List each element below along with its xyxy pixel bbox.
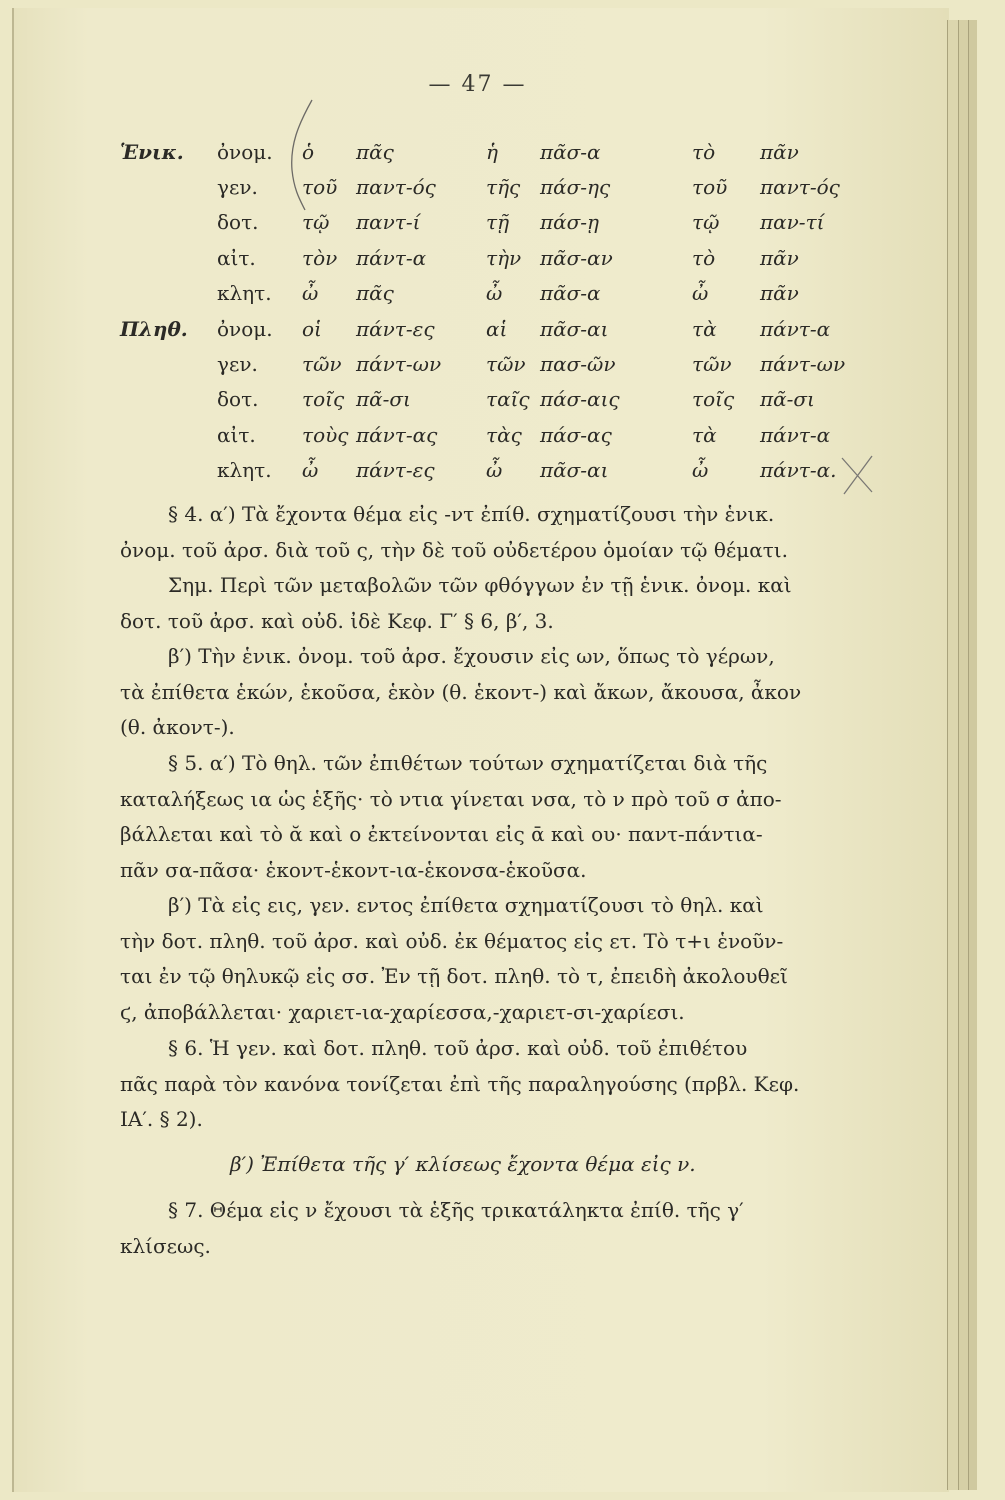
table-cell-m: παντ-ί bbox=[356, 210, 421, 234]
table-cell-n: παντ-ός bbox=[760, 175, 840, 199]
table-cell-f: πασ-ῶν bbox=[540, 352, 616, 376]
table-cell-n: πάντ-ων bbox=[760, 352, 846, 376]
table-cell-n: πάντ-α bbox=[760, 423, 831, 447]
text-line: Σημ. Περὶ τῶν μεταβολῶν τῶν φθόγγων ἐν τῇ ἑνικ. ὀνομ. καὶ bbox=[168, 573, 792, 597]
table-cell-m-art: τῷ bbox=[302, 210, 330, 234]
table-cell-case: ὀνομ. bbox=[217, 140, 273, 164]
number-label-plural: Πληθ. bbox=[120, 317, 188, 341]
table-cell-f-art: ὦ bbox=[486, 458, 503, 482]
text-line: β′) Τὰ εἰς εις, γεν. εντος ἐπίθετα σχηματίζουσι τὸ θηλ. καὶ bbox=[168, 893, 764, 917]
text-line: § 5. α′) Τὸ θηλ. τῶν ἐπιθέτων τούτων σχηματίζεται διὰ τῆς bbox=[168, 751, 768, 775]
table-cell-m: παντ-ός bbox=[356, 175, 436, 199]
table-cell-m: πᾶς bbox=[356, 281, 394, 305]
table-cell-case: κλητ. bbox=[217, 281, 272, 305]
table-cell-case: δοτ. bbox=[217, 387, 259, 411]
table-cell-f: πάσ-ας bbox=[540, 423, 612, 447]
table-cell-n-art: ὦ bbox=[692, 281, 709, 305]
table-cell-n: παν-τί bbox=[760, 210, 825, 234]
table-cell-case: γεν. bbox=[217, 175, 258, 199]
text-line: ται ἐν τῷ θηλυκῷ εἰς σσ. Ἐν τῇ δοτ. πληθ. τὸ τ, ἐπειδὴ ἀκολουθεῖ bbox=[120, 964, 788, 988]
table-cell-f: πᾶσ-α bbox=[540, 281, 601, 305]
pencil-bracket-mark bbox=[280, 95, 320, 215]
table-cell-n: πάντ-α bbox=[760, 317, 831, 341]
paragraph bbox=[120, 888, 910, 1030]
text-line: § 6. Ἡ γεν. καὶ δοτ. πληθ. τοῦ ἀρσ. καὶ οὐδ. τοῦ ἐπιθέτου bbox=[168, 1036, 748, 1060]
table-cell-m-art: τοῖς bbox=[302, 387, 345, 411]
table-cell-n-art: τοῦ bbox=[692, 175, 728, 199]
table-cell-f: πάσ-ῃ bbox=[540, 210, 600, 234]
text-line: πᾶν σα-πᾶσα· ἑκοντ-ἑκοντ-ια-ἑκονσα-ἑκοῦσα. bbox=[120, 857, 587, 882]
table-cell-f-art: ταῖς bbox=[486, 387, 530, 411]
paragraph bbox=[120, 1193, 910, 1264]
table-cell-f-art: τὴν bbox=[486, 246, 522, 270]
text-line: β′) Τὴν ἑνικ. ὀνομ. τοῦ ἀρσ. ἔχουσιν εἰς ων, ὅπως τὸ γέρων, bbox=[168, 644, 775, 668]
table-cell-n-art: τοῖς bbox=[692, 387, 735, 411]
table-cell-case: κλητ. bbox=[217, 458, 272, 482]
text-line: ΙΑ′. § 2). bbox=[120, 1107, 203, 1131]
text-line: καταλήξεως ια ὡς ἑξῆς· τὸ ντια γίνεται νσα, τὸ ν πρὸ τοῦ σ ἀπο- bbox=[120, 786, 782, 811]
table-cell-f: πᾶσ-αι bbox=[540, 317, 609, 341]
table-cell-m-art: ὦ bbox=[302, 458, 319, 482]
text-line: κλίσεως. bbox=[120, 1233, 211, 1258]
text-line: ϛ, ἀποβάλλεται· χαριετ-ια-χαρίεσσα,-χαριετ-σι-χαρίεσι. bbox=[120, 999, 685, 1024]
table-cell-m: πᾶ-σι bbox=[356, 387, 411, 411]
paragraph bbox=[120, 1147, 910, 1183]
table-cell-n-art: ὦ bbox=[692, 458, 709, 482]
table-cell-n-art: τῷ bbox=[692, 210, 720, 234]
text-line: τὴν δοτ. πληθ. τοῦ ἀρσ. καὶ οὐδ. ἐκ θέματος εἰς ετ. Τὸ τ+ι ἑνοῦν- bbox=[120, 928, 784, 953]
text-line: βάλλεται καὶ τὸ ᾰ καὶ ο ἐκτείνονται εἰς ᾱ καὶ ου· παντ-πάντια- bbox=[120, 822, 763, 846]
text-line: β′) Ἐπίθετα τῆς γ′ κλίσεως ἔχοντα θέμα εἰς ν. bbox=[230, 1152, 696, 1176]
page-number: — 47 — bbox=[428, 72, 527, 97]
text-line: § 7. Θέμα εἰς ν ἔχουσι τὰ ἑξῆς τρικατάληκτα ἐπίθ. τῆς γ′ bbox=[168, 1198, 744, 1222]
table-cell-m: πάντ-ας bbox=[356, 423, 438, 447]
table-cell-m-art: τῶν bbox=[302, 352, 342, 376]
paragraph bbox=[120, 1031, 910, 1138]
text-line: (θ. ἀκοντ-). bbox=[120, 715, 235, 739]
table-cell-m-art: τοὺς bbox=[302, 423, 349, 447]
pencil-cross-mark bbox=[832, 450, 882, 500]
text-line: δοτ. τοῦ ἀρσ. καὶ οὐδ. ἰδὲ Κεφ. Γ′ § 6, β′, 3. bbox=[120, 608, 554, 633]
text-line: ὀνομ. τοῦ ἀρσ. διὰ τοῦ ς, τὴν δὲ τοῦ οὐδετέρου ὁμοίαν τῷ θέματι. bbox=[120, 537, 788, 562]
paragraph bbox=[120, 497, 910, 568]
table-cell-m-art: τὸν bbox=[302, 246, 338, 270]
number-label-singular: Ἑνικ. bbox=[120, 140, 184, 164]
table-cell-case: αἰτ. bbox=[217, 423, 256, 447]
paragraph bbox=[120, 746, 910, 888]
page-edge bbox=[968, 20, 977, 1490]
table-cell-n: πᾶ-σι bbox=[760, 387, 815, 411]
text-line: § 4. α′) Τὰ ἔχοντα θέμα εἰς -ντ ἐπίθ. σχηματίζουσι τὴν ἑνικ. bbox=[168, 502, 775, 526]
table-cell-n-art: τὰ bbox=[692, 317, 717, 341]
table-cell-m: πᾶς bbox=[356, 140, 394, 164]
table-cell-m: πάντ-ες bbox=[356, 458, 435, 482]
text-line: τὰ ἐπίθετα ἑκών, ἑκοῦσα, ἑκὸν (θ. ἑκοντ-) καὶ ἄκων, ἄκουσα, ἆκον bbox=[120, 679, 802, 704]
table-cell-f: πάσ-ης bbox=[540, 175, 611, 199]
table-cell-case: γεν. bbox=[217, 352, 258, 376]
table-cell-m-art: ὦ bbox=[302, 281, 319, 305]
table-cell-n: πᾶν bbox=[760, 246, 799, 270]
table-cell-f-art: αἱ bbox=[486, 317, 508, 341]
table-cell-n-art: τὰ bbox=[692, 423, 717, 447]
text-line: πᾶς παρὰ τὸν κανόνα τονίζεται ἐπὶ τῆς παραληγούσης (πρβλ. Κεφ. bbox=[120, 1071, 800, 1096]
table-cell-m: πάντ-ων bbox=[356, 352, 442, 376]
table-cell-n: πᾶν bbox=[760, 140, 799, 164]
table-cell-f-art: τῶν bbox=[486, 352, 526, 376]
table-cell-f: πᾶσ-αν bbox=[540, 246, 613, 270]
table-cell-f-art: ὦ bbox=[486, 281, 503, 305]
table-cell-case: αἰτ. bbox=[217, 246, 256, 270]
table-cell-m: πάντ-ες bbox=[356, 317, 435, 341]
table-cell-f-art: τὰς bbox=[486, 423, 522, 447]
table-cell-n: πάντ-α. bbox=[760, 458, 837, 482]
table-cell-n-art: τῶν bbox=[692, 352, 732, 376]
table-cell-n-art: τὸ bbox=[692, 140, 716, 164]
page-edge bbox=[958, 20, 968, 1490]
table-cell-n: πᾶν bbox=[760, 281, 799, 305]
table-cell-f-art: ἡ bbox=[486, 140, 498, 164]
table-cell-case: δοτ. bbox=[217, 210, 259, 234]
page-edge bbox=[947, 20, 958, 1490]
table-cell-m-art: τοῦ bbox=[302, 175, 338, 199]
table-cell-m-art: ὁ bbox=[302, 140, 315, 164]
paragraph bbox=[120, 568, 910, 639]
table-cell-f-art: τῆς bbox=[486, 175, 521, 199]
table-cell-f-art: τῇ bbox=[486, 210, 510, 234]
table-cell-case: ὀνομ. bbox=[217, 317, 273, 341]
table-cell-n-art: τὸ bbox=[692, 246, 716, 270]
table-cell-m: πάντ-α bbox=[356, 246, 427, 270]
paragraph bbox=[120, 639, 910, 746]
table-cell-f: πᾶσ-α bbox=[540, 140, 601, 164]
table-cell-f: πᾶσ-αι bbox=[540, 458, 609, 482]
table-cell-f: πάσ-αις bbox=[540, 387, 620, 411]
table-cell-m-art: οἱ bbox=[302, 317, 322, 341]
